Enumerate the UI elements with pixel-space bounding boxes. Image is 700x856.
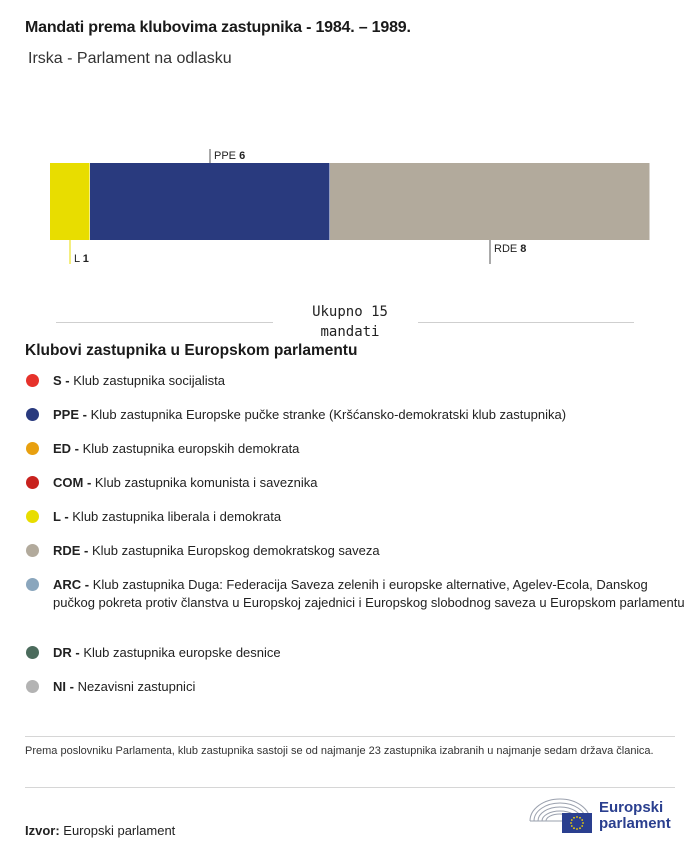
total-label-line2: mandati	[320, 324, 380, 340]
bar-label-l: L 1	[74, 253, 89, 265]
legend-swatch	[26, 510, 39, 523]
legend-code: S -	[53, 373, 74, 388]
legend-label: Klub zastupnika Duga: Federacija Saveza zelenih i europske alternative, Agelev-Ecola, Danskog pučkog pokreta protiv članstva u Europskoj zajednici i Europskog slobodnog saveza u Europskom parlamentu	[53, 577, 685, 610]
divider	[25, 787, 675, 788]
legend-code: ARC -	[53, 577, 93, 592]
europarl-logo	[528, 797, 678, 837]
legend-label: Klub zastupnika komunista i saveznika	[94, 475, 318, 490]
source-value: Europski parlament	[59, 823, 176, 838]
legend-swatch	[26, 408, 39, 421]
total-seats	[0, 300, 700, 340]
legend-code: NI -	[53, 679, 78, 694]
legend-item-rde	[25, 542, 693, 560]
legend-label: Klub zastupnika europskih demokrata	[82, 441, 300, 456]
legend-label: Nezavisni zastupnici	[77, 679, 196, 694]
divider	[25, 736, 675, 737]
legend-swatch	[26, 578, 39, 591]
legend-swatch	[26, 544, 39, 557]
logo-text	[599, 800, 671, 832]
total-divider-right	[418, 322, 634, 323]
total-label	[290, 302, 410, 342]
chart-subtitle: Irska - Parlament na odlasku	[28, 50, 232, 67]
chart-title: Mandati prema klubovima zastupnika - 1984. – 1989.	[25, 19, 411, 36]
legend-swatch	[26, 476, 39, 489]
eu-star	[579, 827, 581, 829]
legend-item-ni	[25, 678, 693, 696]
legend-swatch	[26, 680, 39, 693]
eu-star	[581, 825, 583, 827]
source-label: Izvor:	[25, 823, 60, 838]
logo-line2: parlament	[599, 815, 671, 832]
legend-label: Klub zastupnika socijalista	[73, 373, 225, 388]
hemicycle-flag-icon	[528, 797, 594, 837]
legend-label: Klub zastupnika Europske pučke stranke (Kršćansko-demokratski klub zastupnika)	[90, 407, 567, 422]
legend-code: ED -	[53, 441, 83, 456]
legend-item-s	[25, 372, 693, 390]
total-label-line1: Ukupno 15	[312, 304, 388, 320]
eu-star	[581, 819, 583, 821]
legend-code: PPE -	[53, 407, 91, 422]
legend-swatch	[26, 646, 39, 659]
legend-item-ppe	[25, 406, 693, 424]
legend-label: Klub zastupnika liberala i demokrata	[72, 509, 282, 524]
eu-star	[570, 822, 572, 824]
eu-star	[576, 828, 578, 830]
bar-segment-l	[50, 163, 90, 240]
eu-star	[582, 822, 584, 824]
eu-star	[571, 825, 573, 827]
legend-title: Klubovi zastupnika u Europskom parlamentu	[25, 342, 358, 359]
footnote: Prema poslovniku Parlamenta, klub zastupnika sastoji se od najmanje 23 zastupnika izabranih u najmanje sedam država članica.	[25, 745, 654, 757]
eu-star	[571, 819, 573, 821]
eu-star	[573, 817, 575, 819]
total-divider-left	[56, 322, 273, 323]
eu-star	[579, 817, 581, 819]
legend-code: DR -	[53, 645, 84, 660]
legend-label: Klub zastupnika europske desnice	[83, 645, 281, 660]
source	[25, 823, 175, 838]
legend-code: L -	[53, 509, 73, 524]
legend-item-l	[25, 508, 693, 526]
legend-code: RDE -	[53, 543, 92, 558]
legend-item-arc	[25, 576, 693, 612]
legend-item-dr	[25, 644, 693, 662]
bar-label-ppe: PPE 6	[214, 150, 246, 162]
bar-label-rde: RDE 8	[494, 243, 527, 255]
legend-swatch	[26, 442, 39, 455]
legend-item-com	[25, 474, 693, 492]
seat-bar-chart	[0, 140, 700, 280]
eu-star	[573, 827, 575, 829]
legend-swatch	[26, 374, 39, 387]
eu-star	[576, 816, 578, 818]
legend-label: Klub zastupnika Europskog demokratskog saveza	[92, 543, 380, 558]
logo-line1: Europski	[599, 799, 664, 816]
bar-segment-ppe	[90, 163, 330, 240]
legend-item-ed	[25, 440, 693, 458]
legend-code: COM -	[53, 475, 95, 490]
bar-segment-rde	[330, 163, 650, 240]
